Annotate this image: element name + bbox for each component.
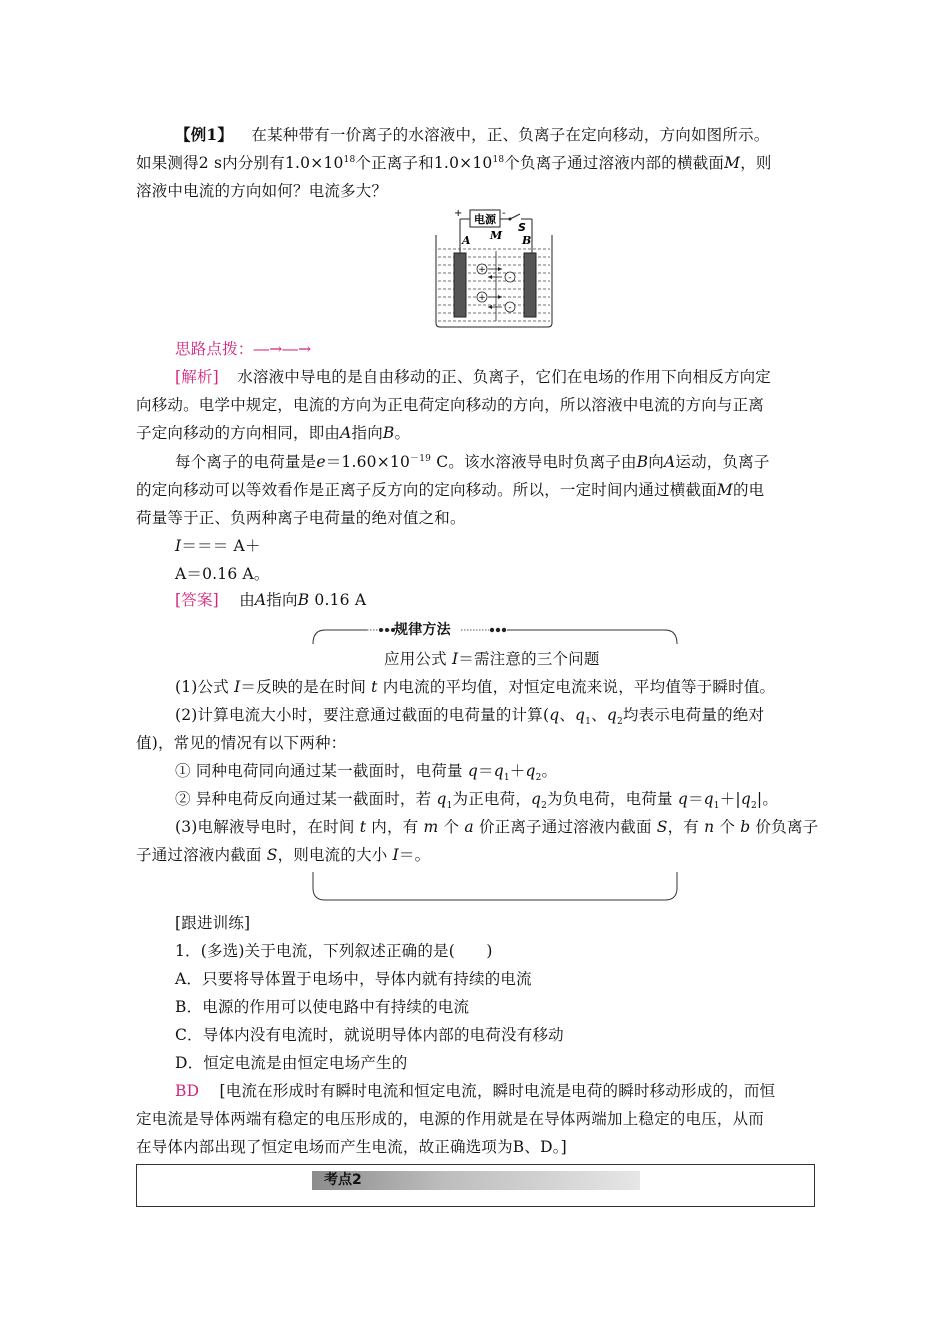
- switch-pivot: [509, 218, 512, 221]
- option-b: B．电源的作用可以使电路中有持续的电流: [175, 998, 470, 1016]
- analysis-line-1: [解析] 水溶液中导电的是自由移动的正、负离子，它们在电场的作用下向相反方向定: [175, 368, 771, 386]
- svg-text:+: +: [478, 293, 486, 303]
- method-item-1: (1)公式 I＝反映的是在时间 t 内电流的平均值，对恒定电流来说，平均值等于瞬时值。: [175, 678, 776, 696]
- practice-question: 1．(多选)关于电流，下列叙述正确的是( ): [175, 942, 493, 960]
- option-a: A．只要将导体置于电场中，导体内就有持续的电流: [175, 970, 532, 988]
- plus-terminal: +: [454, 208, 463, 219]
- equation-line-2: A＝0.16 A。: [175, 565, 270, 583]
- method-item-2-line-1: (2)计算电流大小时，要注意通过截面的电荷量的计算(q、$q_1$、$q_2$均表示电荷量的绝对: [175, 706, 765, 728]
- example-tag: 【例1】: [175, 125, 234, 144]
- section-m-label: M: [490, 229, 503, 242]
- analysis-line-2: 向移动。电学中规定，电流的方向为正电荷定向移动的方向，所以溶液中电流的方向与正离: [136, 396, 765, 414]
- example-line-3: 溶液中电流的方向如何？电流多大？: [136, 182, 388, 200]
- switch-icon: [510, 214, 520, 219]
- analysis-line-5: 的定向移动可以等效看作是正离子反方向的定向移动。所以，一定时间内通过横截面M的电: [136, 481, 765, 499]
- method-case-1: ① 同种电荷同向通过某一截面时，电荷量 $q=q_1+q_2$。: [175, 762, 558, 784]
- method-item-3-line-1: (3)电解液导电时，在时间 t 内，有 m 个 a 价正离子通过溶液内截面 S，有 n 个 b 价负离子: [175, 818, 819, 836]
- kaodian-label: 考点2: [324, 1172, 362, 1188]
- option-c: C．导体内没有电流时，就说明导体内部的电荷没有移动: [175, 1026, 564, 1044]
- analysis-line-6: 荷量等于正、负两种离子电荷量的绝对值之和。: [136, 509, 466, 527]
- analysis-line-3: 子定向移动的方向相同，即由A指向B。: [136, 424, 411, 442]
- electrolysis-figure: [432, 205, 556, 329]
- method-title: 规律方法: [394, 622, 451, 638]
- method-heading: 应用公式 I＝需注意的三个问题: [384, 650, 600, 668]
- example-line-2: 如果测得2 s内分别有$1.0\times 10^{18}$个正离子和$1.0\times 10^{18}$个负离子通过溶液内部的横截面M，则: [136, 154, 772, 172]
- electrode-a: [454, 253, 466, 317]
- practice-tag: [跟进训练]: [175, 914, 251, 932]
- switch-label: S: [518, 221, 526, 234]
- svg-text:+: +: [478, 265, 486, 275]
- option-d: D．恒定电流是由恒定电场产生的: [175, 1054, 408, 1072]
- method-case-2: ② 异种电荷反向通过某一截面时，若 $q_1$为正电荷，$q_2$为负电荷，电荷量 $q=q_1+|q_2|$。: [175, 790, 779, 812]
- kaodian-bar: [312, 1171, 640, 1190]
- method-item-3-line-2: 子通过溶液内截面 S，则电流的大小 I＝。: [136, 846, 431, 864]
- answer-tag: [答案]: [175, 591, 219, 609]
- electrode-b-label: B: [522, 234, 532, 247]
- hint: 思路点拨：―→―→: [175, 340, 312, 358]
- power-source-label: 电源: [474, 213, 496, 226]
- example-line-1: 【例1】 在某种带有一价离子的水溶液中，正、负离子在定向移动，方向如图所示。: [175, 125, 770, 144]
- practice-explanation-line-2: 定电流是导体两端有稳定的电压形成的，电源的作用就是在导体两端加上稳定的电压，从而: [136, 1110, 765, 1128]
- practice-explanation-line-3: 在导体内部出现了恒定电场而产生电流，故正确选项为B、D。]: [136, 1138, 567, 1156]
- electrode-b: [524, 253, 536, 317]
- practice-explanation-line-1: BD [电流在形成时有瞬时电流和恒定电流，瞬时电流是电荷的瞬时移动形成的，而恒: [175, 1082, 776, 1100]
- practice-answer: BD: [175, 1082, 200, 1100]
- answer-line: [答案] 由A指向B 0.16 A: [175, 591, 367, 609]
- svg-text:-: -: [508, 303, 512, 313]
- electrode-a-label: A: [462, 234, 471, 247]
- svg-text:-: -: [508, 273, 512, 283]
- method-item-2-line-2: 值)，常见的情况有以下两种：: [136, 734, 347, 752]
- equation-line-1: I＝＝＝ A＋: [175, 537, 261, 555]
- analysis-line-4: 每个离子的电荷量是$e=1.60\times 10^{-19}$ C。该水溶液导电时负离子由B向A运动，负离子: [175, 453, 770, 471]
- minus-terminal: -: [502, 208, 506, 219]
- kaodian-box: [136, 1164, 815, 1207]
- analysis-tag: [解析]: [175, 368, 219, 386]
